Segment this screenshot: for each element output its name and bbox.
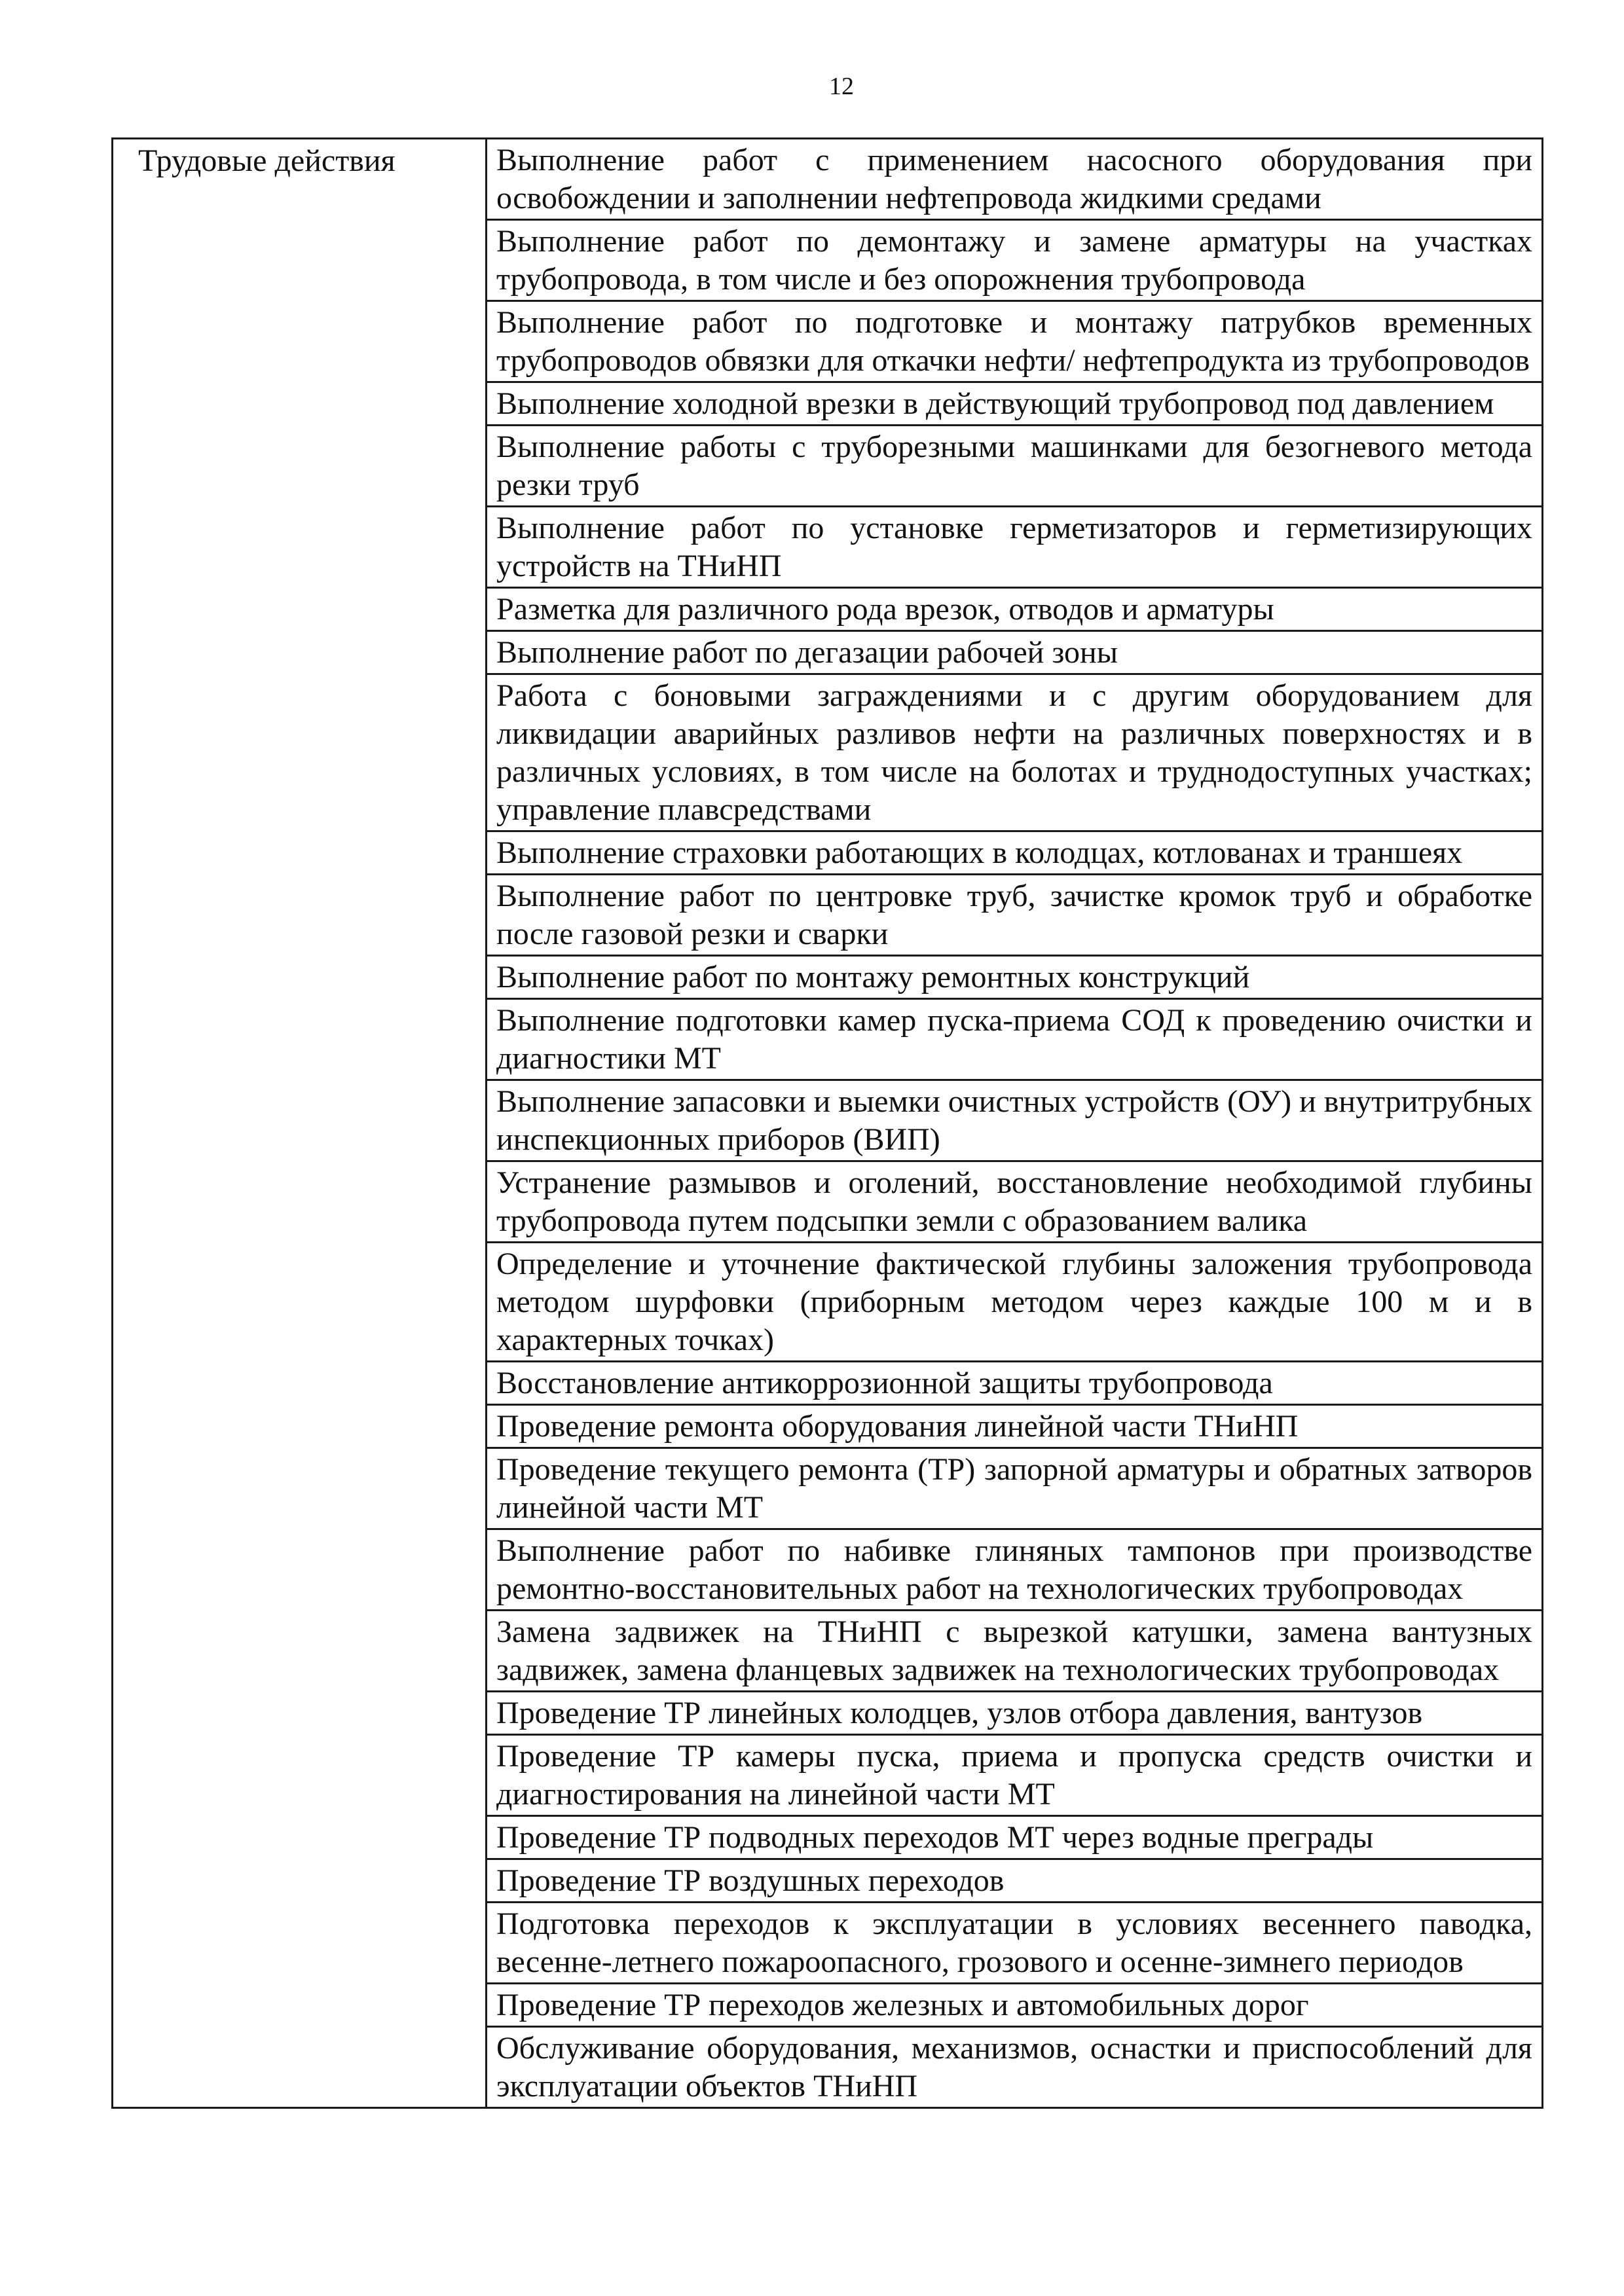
action-cell bbox=[487, 1903, 1543, 1984]
action-cell bbox=[487, 139, 1543, 220]
action-text: Работа с боновыми заграждениями и с другим оборудованием для ликвидации аварийных разливов нефти на различных поверхностях и в различных условиях, в том числе на болотах и труднодоступных участках; управление плавсредствами bbox=[496, 678, 1532, 827]
action-text: Проведение ТР подводных переходов МТ через водные преграды bbox=[496, 1820, 1374, 1855]
action-text: Проведение текущего ремонта (ТР) запорной арматуры и обратных затворов линейной части МТ bbox=[496, 1452, 1532, 1525]
table-body bbox=[113, 139, 1543, 2108]
page-number: 12 bbox=[829, 73, 854, 100]
action-text: Проведение ТР воздушных переходов bbox=[496, 1863, 1005, 1898]
action-cell bbox=[487, 1859, 1543, 1903]
action-cell bbox=[487, 1448, 1543, 1529]
action-text: Проведение ТР камеры пуска, приема и пропуска средств очистки и диагностирования на линейной части МТ bbox=[496, 1739, 1532, 1812]
action-cell bbox=[487, 1611, 1543, 1692]
action-cell bbox=[487, 1080, 1543, 1161]
action-text: Выполнение работ по установке герметизаторов и герметизирующих устройств на ТНиНП bbox=[496, 511, 1532, 583]
action-cell bbox=[487, 1161, 1543, 1243]
action-text: Выполнение работы с труборезными машинками для безогневого метода резки труб bbox=[496, 429, 1532, 502]
action-cell bbox=[487, 1816, 1543, 1859]
table-row bbox=[113, 139, 1543, 220]
label-cell bbox=[113, 139, 487, 2108]
action-cell bbox=[487, 674, 1543, 831]
action-cell bbox=[487, 875, 1543, 956]
action-cell bbox=[487, 631, 1543, 674]
action-text: Выполнение работ по дегазации рабочей зоны bbox=[496, 635, 1118, 670]
action-text: Определение и уточнение фактической глубины заложения трубопровода методом шурфовки (приборным методом через каждые 100 м и в характерных точках) bbox=[496, 1247, 1532, 1357]
action-cell bbox=[487, 1405, 1543, 1448]
label-text: Трудовые действия bbox=[138, 143, 396, 178]
action-text: Выполнение работ по монтажу ремонтных конструкций bbox=[496, 960, 1250, 994]
action-cell bbox=[487, 1529, 1543, 1611]
action-text: Обслуживание оборудования, механизмов, оснастки и приспособлений для эксплуатации объектов ТНиНП bbox=[496, 2031, 1532, 2104]
action-text: Проведение ТР линейных колодцев, узлов отбора давления, вантузов bbox=[496, 1696, 1423, 1730]
action-text: Восстановление антикоррозионной защиты трубопровода bbox=[496, 1366, 1273, 1400]
action-cell bbox=[487, 956, 1543, 999]
action-text: Выполнение работ по центровке труб, зачистке кромок труб и обработке после газовой резки и сварки bbox=[496, 879, 1532, 951]
labor-actions-table bbox=[111, 137, 1543, 2109]
action-text: Выполнение страховки работающих в колодцах, котлованах и траншеях bbox=[496, 835, 1463, 870]
action-cell bbox=[487, 1984, 1543, 2027]
action-text: Проведение ТР переходов железных и автомобильных дорог bbox=[496, 1988, 1309, 2022]
action-text: Выполнение работ с применением насосного оборудования при освобождении и заполнении нефтепровода жидкими средами bbox=[496, 143, 1532, 215]
action-cell bbox=[487, 382, 1543, 426]
action-cell bbox=[487, 1692, 1543, 1735]
action-text: Выполнение холодной врезки в действующий трубопровод под давлением bbox=[496, 386, 1494, 421]
action-text: Выполнение запасовки и выемки очистных устройств (ОУ) и внутритрубных инспекционных приборов (ВИП) bbox=[496, 1084, 1533, 1157]
action-cell bbox=[487, 426, 1543, 507]
action-text: Проведение ремонта оборудования линейной части ТНиНП bbox=[496, 1409, 1299, 1444]
action-cell bbox=[487, 588, 1543, 631]
action-cell bbox=[487, 999, 1543, 1080]
action-text: Подготовка переходов к эксплуатации в условиях весеннего паводка, весенне-летнего пожароопасного, грозового и осенне-зимнего периодов bbox=[496, 1906, 1532, 1979]
action-cell bbox=[487, 2027, 1543, 2108]
action-text: Выполнение работ по демонтажу и замене арматуры на участках трубопровода, в том числе и без опорожнения трубопровода bbox=[496, 224, 1532, 297]
action-text: Выполнение работ по подготовке и монтажу патрубков временных трубопроводов обвязки для откачки нефти/ нефтепродукта из трубопроводов bbox=[496, 305, 1532, 378]
action-text: Устранение размывов и оголений, восстановление необходимой глубины трубопровода путем подсыпки земли с образованием валика bbox=[496, 1165, 1532, 1238]
action-text: Выполнение работ по набивке глиняных тампонов при производстве ремонтно-восстановительных работ на технологических трубопроводах bbox=[496, 1533, 1532, 1606]
action-text: Выполнение подготовки камер пуска-приема СОД к проведению очистки и диагностики МТ bbox=[496, 1003, 1532, 1076]
action-text: Разметка для различного рода врезок, отводов и арматуры bbox=[496, 592, 1274, 627]
action-cell bbox=[487, 1735, 1543, 1816]
action-cell bbox=[487, 301, 1543, 382]
action-cell bbox=[487, 831, 1543, 875]
action-cell bbox=[487, 1362, 1543, 1405]
action-cell bbox=[487, 220, 1543, 301]
action-cell bbox=[487, 507, 1543, 588]
action-text: Замена задвижек на ТНиНП с вырезкой катушки, замена вантузных задвижек, замена фланцевых задвижек на технологических трубопроводах bbox=[496, 1614, 1532, 1687]
action-cell bbox=[487, 1243, 1543, 1362]
